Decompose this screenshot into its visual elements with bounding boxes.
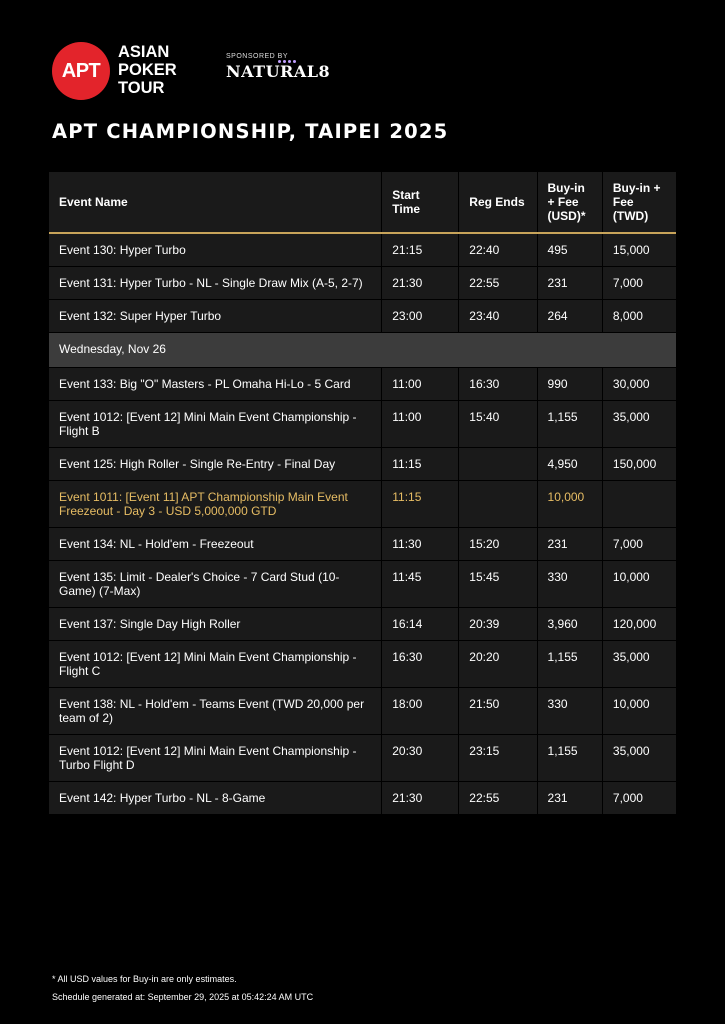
reg-ends-cell: 22:40 [459,233,537,267]
logo-wordmark [118,43,177,97]
buyin-twd-cell: 15,000 [602,233,676,267]
start-time-cell: 11:30 [382,528,459,561]
start-time-cell: 11:00 [382,368,459,401]
reg-ends-cell: 23:40 [459,300,537,333]
start-time-cell: 11:15 [382,448,459,481]
event-name-cell: Event 133: Big "O" Masters - PL Omaha Hi-Lo - 5 Card [49,368,382,401]
start-time-cell: 20:30 [382,735,459,782]
buyin-usd-cell: 231 [537,267,602,300]
buyin-twd-cell: 10,000 [602,561,676,608]
table-row [49,608,676,641]
reg-ends-cell: 15:40 [459,401,537,448]
reg-ends-cell: 15:45 [459,561,537,608]
buyin-twd-cell: 35,000 [602,735,676,782]
sponsor-brand: NATURAL8 [226,62,331,81]
buyin-twd-cell: 7,000 [602,782,676,815]
table-row [49,448,676,481]
reg-ends-cell: 15:20 [459,528,537,561]
buyin-twd-cell: 30,000 [602,368,676,401]
apt-logo-badge [52,42,110,100]
buyin-twd-cell: 7,000 [602,267,676,300]
event-name-cell: Event 134: NL - Hold'em - Freezeout [49,528,382,561]
start-time-cell: 16:30 [382,641,459,688]
buyin-usd-cell: 4,950 [537,448,602,481]
table-row [49,641,676,688]
event-name-cell: Event 1011: [Event 11] APT Championship Main Event Freezeout - Day 3 - USD 5,000,000 GTD [49,481,382,528]
header-buyin-usd: Buy-in + Fee (USD)* [537,172,602,233]
start-time-cell: 16:14 [382,608,459,641]
start-time-cell: 11:00 [382,401,459,448]
start-time-cell: 11:45 [382,561,459,608]
event-name-cell: Event 132: Super Hyper Turbo [49,300,382,333]
header-event-name: Event Name [49,172,382,233]
table-header-row [49,172,676,233]
table-row [49,401,676,448]
table-row [49,735,676,782]
reg-ends-cell: 22:55 [459,782,537,815]
reg-ends-cell: 20:39 [459,608,537,641]
buyin-usd-cell: 990 [537,368,602,401]
event-name-cell: Event 131: Hyper Turbo - NL - Single Draw Mix (A-5, 2-7) [49,267,382,300]
table-row [49,481,676,528]
reg-ends-cell: 16:30 [459,368,537,401]
header-start-time: Start Time [382,172,459,233]
buyin-twd-cell: 35,000 [602,401,676,448]
event-name-cell: Event 1012: [Event 12] Mini Main Event Championship - Flight B [49,401,382,448]
event-name-cell: Event 1012: [Event 12] Mini Main Event Championship - Flight C [49,641,382,688]
buyin-twd-cell: 8,000 [602,300,676,333]
reg-ends-cell: 20:20 [459,641,537,688]
reg-ends-cell [459,481,537,528]
reg-ends-cell [459,448,537,481]
event-name-cell: Event 1012: [Event 12] Mini Main Event Championship - Turbo Flight D [49,735,382,782]
header-reg-ends: Reg Ends [459,172,537,233]
buyin-usd-cell: 495 [537,233,602,267]
buyin-twd-cell: 120,000 [602,608,676,641]
reg-ends-cell: 21:50 [459,688,537,735]
start-time-cell: 11:15 [382,481,459,528]
generated-timestamp: Schedule generated at: September 29, 2025 at 05:42:24 AM UTC [52,992,314,1002]
sponsor-label: SPONSORED BY [226,53,289,60]
buyin-usd-cell: 1,155 [537,401,602,448]
event-name-cell: Event 138: NL - Hold'em - Teams Event (TWD 20,000 per team of 2) [49,688,382,735]
start-time-cell: 18:00 [382,688,459,735]
day-label: Wednesday, Nov 26 [49,333,676,368]
schedule-table [49,172,676,815]
buyin-usd-cell: 231 [537,782,602,815]
buyin-usd-cell: 264 [537,300,602,333]
start-time-cell: 21:30 [382,782,459,815]
buyin-twd-cell: 10,000 [602,688,676,735]
buyin-usd-cell: 330 [537,688,602,735]
start-time-cell: 23:00 [382,300,459,333]
page-title: APT CHAMPIONSHIP, TAIPEI 2025 [52,120,449,143]
start-time-cell: 21:15 [382,233,459,267]
table-row [49,688,676,735]
event-name-cell: Event 137: Single Day High Roller [49,608,382,641]
logo-line: ASIAN [118,43,170,61]
day-separator-row [49,333,676,368]
table-row [49,561,676,608]
buyin-usd-cell: 1,155 [537,735,602,782]
reg-ends-cell: 23:15 [459,735,537,782]
event-name-cell: Event 130: Hyper Turbo [49,233,382,267]
reg-ends-cell: 22:55 [459,267,537,300]
buyin-usd-cell: 10,000 [537,481,602,528]
logo-line: POKER [118,61,177,79]
buyin-twd-cell: 150,000 [602,448,676,481]
start-time-cell: 21:30 [382,267,459,300]
table-row [49,267,676,300]
buyin-twd-cell [602,481,676,528]
header-buyin-twd: Buy-in + Fee (TWD) [602,172,676,233]
event-name-cell: Event 125: High Roller - Single Re-Entry - Final Day [49,448,382,481]
buyin-usd-cell: 231 [537,528,602,561]
table-row [49,233,676,267]
table-row [49,300,676,333]
table-row [49,528,676,561]
footnote: * All USD values for Buy-in are only estimates. [52,974,237,984]
buyin-twd-cell: 35,000 [602,641,676,688]
logo-line: TOUR [118,79,165,97]
table-row [49,782,676,815]
buyin-usd-cell: 330 [537,561,602,608]
buyin-twd-cell: 7,000 [602,528,676,561]
buyin-usd-cell: 1,155 [537,641,602,688]
logo-badge-text: APT [61,59,101,82]
event-name-cell: Event 135: Limit - Dealer's Choice - 7 Card Stud (10-Game) (7-Max) [49,561,382,608]
event-name-cell: Event 142: Hyper Turbo - NL - 8-Game [49,782,382,815]
table-row [49,368,676,401]
buyin-usd-cell: 3,960 [537,608,602,641]
